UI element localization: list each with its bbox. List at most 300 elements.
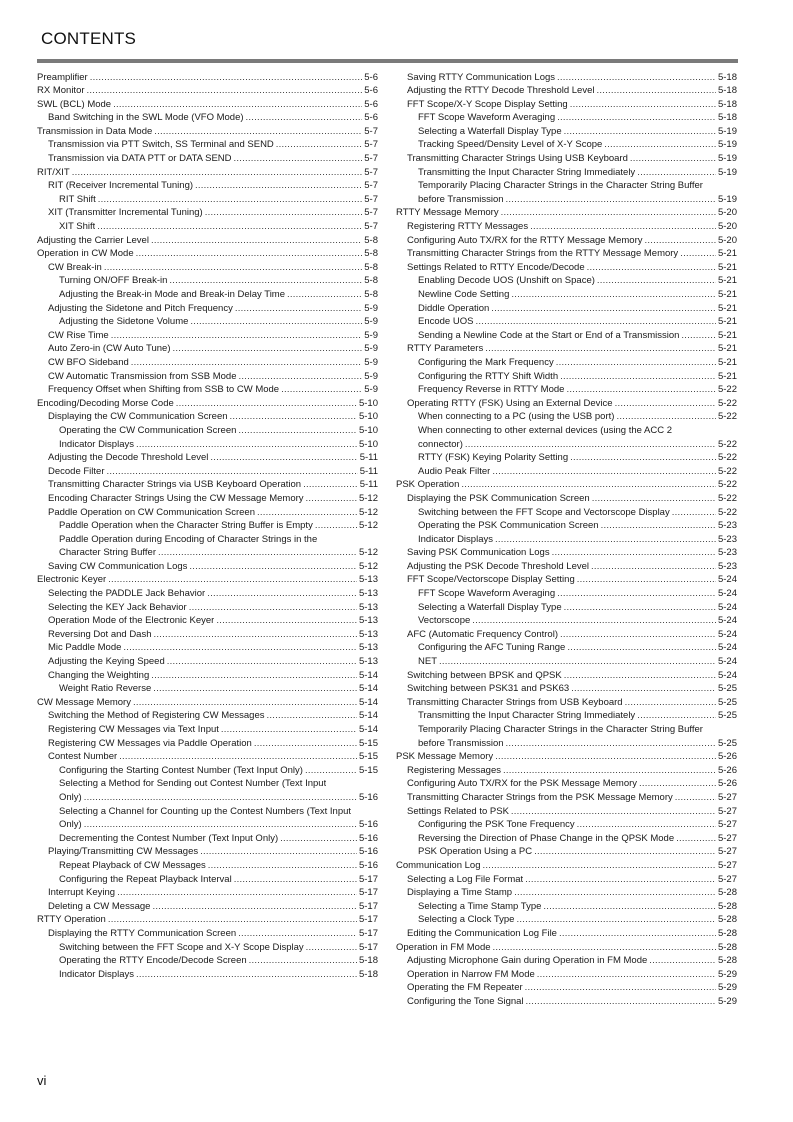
- toc-entry[interactable]: [396, 478, 737, 492]
- toc-entry-title: Reversing the Direction of Phase Change in the QPSK Mode: [418, 832, 675, 844]
- toc-entry[interactable]: [396, 220, 737, 234]
- toc-entry[interactable]: [37, 220, 378, 234]
- toc-entry[interactable]: [37, 859, 378, 873]
- toc-dot-leader: [98, 193, 362, 207]
- toc-dot-leader: [525, 873, 716, 887]
- toc-dot-leader: [439, 655, 716, 669]
- toc-entry[interactable]: [37, 288, 378, 302]
- toc-dot-leader: [173, 342, 363, 356]
- toc-entry[interactable]: [396, 709, 737, 723]
- toc-entry[interactable]: [37, 424, 378, 438]
- toc-entry[interactable]: [37, 519, 378, 533]
- toc-dot-leader: [158, 546, 357, 560]
- toc-entry-title: Only): [59, 791, 82, 803]
- toc-entry-title: Diddle Operation: [418, 302, 490, 314]
- toc-entry[interactable]: [396, 723, 737, 737]
- toc-entry-title: Adjusting the Carrier Level: [37, 234, 149, 246]
- toc-entry[interactable]: [37, 573, 378, 587]
- toc-entry[interactable]: [396, 84, 737, 98]
- toc-entry-title: Displaying a Time Stamp: [407, 887, 513, 899]
- toc-entry[interactable]: [37, 913, 378, 927]
- toc-entry[interactable]: [396, 777, 737, 791]
- toc-dot-leader: [107, 465, 358, 479]
- toc-entry[interactable]: [396, 356, 737, 370]
- toc-entry[interactable]: [396, 465, 737, 479]
- toc-entry-title: AFC (Automatic Frequency Control): [407, 628, 558, 640]
- toc-entry-page: 5-24: [717, 615, 737, 627]
- toc-entry-page: 5-10: [358, 424, 378, 436]
- toc-entry[interactable]: [37, 900, 378, 914]
- toc-entry[interactable]: [396, 383, 737, 397]
- toc-dot-leader: [190, 315, 362, 329]
- toc-entry[interactable]: [37, 723, 378, 737]
- toc-entry[interactable]: [396, 193, 737, 207]
- toc-entry[interactable]: [396, 995, 737, 1009]
- toc-entry[interactable]: [396, 941, 737, 955]
- toc-dot-leader: [472, 614, 716, 628]
- toc-entry-page: 5-21: [717, 261, 737, 273]
- toc-entry-title: When connecting to a PC (using the USB port): [418, 411, 615, 423]
- toc-entry[interactable]: [37, 968, 378, 982]
- toc-dot-leader: [567, 641, 716, 655]
- toc-entry[interactable]: [37, 125, 378, 139]
- toc-entry[interactable]: [396, 138, 737, 152]
- toc-dot-leader: [511, 805, 716, 819]
- toc-dot-leader: [564, 125, 716, 139]
- toc-entry[interactable]: [37, 247, 378, 261]
- toc-entry-title: Paddle Operation during Encoding of Character Strings in the: [59, 533, 318, 545]
- toc-entry[interactable]: [396, 805, 737, 819]
- toc-entry[interactable]: [396, 342, 737, 356]
- toc-dot-leader: [151, 234, 362, 248]
- toc-dot-leader: [84, 791, 357, 805]
- toc-entry[interactable]: [37, 356, 378, 370]
- toc-entry[interactable]: [37, 655, 378, 669]
- toc-dot-leader: [491, 302, 716, 316]
- toc-entry-page: 5-23: [717, 560, 737, 572]
- toc-entry-title: Saving PSK Communication Logs: [407, 547, 550, 559]
- toc-dot-leader: [315, 519, 357, 533]
- toc-entry[interactable]: [396, 845, 737, 859]
- toc-entry-title: RIT (Receiver Incremental Tuning): [48, 180, 194, 192]
- toc-dot-leader: [592, 492, 716, 506]
- toc-entry[interactable]: [396, 438, 737, 452]
- toc-dot-leader: [483, 859, 716, 873]
- toc-entry-title: Frequency Reverse in RTTY Mode: [418, 384, 565, 396]
- toc-entry-title: Switching between PSK31 and PSK63: [407, 683, 570, 695]
- toc-dot-leader: [97, 220, 362, 234]
- toc-entry-title: Saving CW Communication Logs: [48, 560, 188, 572]
- toc-entry-title: Switching between BPSK and QPSK: [407, 669, 562, 681]
- toc-entry-title: Operating the RTTY Encode/Decode Screen: [59, 955, 247, 967]
- toc-dot-leader: [501, 206, 716, 220]
- toc-dot-leader: [604, 138, 716, 152]
- toc-entry-title: RIT/XIT: [37, 166, 70, 178]
- toc-entry-page: 5-22: [717, 479, 737, 491]
- toc-entry-page: 5-22: [717, 506, 737, 518]
- toc-entry[interactable]: [396, 546, 737, 560]
- toc-entry-page: 5-22: [717, 492, 737, 504]
- toc-entry-title: Character String Buffer: [59, 547, 156, 559]
- toc-entry[interactable]: [37, 886, 378, 900]
- toc-entry-title: RTTY (FSK) Keying Polarity Setting: [418, 452, 569, 464]
- toc-entry[interactable]: [396, 179, 737, 193]
- toc-entry-page: 5-14: [358, 669, 378, 681]
- toc-entry-title: RTTY Parameters: [407, 343, 484, 355]
- toc-entry-page: 5-20: [717, 234, 737, 246]
- toc-dot-leader: [235, 302, 362, 316]
- toc-entry-page: 5-18: [717, 98, 737, 110]
- toc-entry[interactable]: [37, 234, 378, 248]
- toc-entry[interactable]: [37, 329, 378, 343]
- toc-dot-leader: [560, 628, 716, 642]
- toc-entry[interactable]: [37, 492, 378, 506]
- toc-dot-leader: [637, 709, 716, 723]
- toc-entry[interactable]: [396, 247, 737, 261]
- toc-dot-leader: [601, 519, 716, 533]
- toc-dot-leader: [90, 71, 363, 85]
- toc-entry-page: 5-22: [717, 438, 737, 450]
- toc-entry[interactable]: [37, 805, 378, 819]
- toc-entry[interactable]: [396, 234, 737, 248]
- toc-entry-page: 5-26: [717, 778, 737, 790]
- toc-entry-page: 5-27: [717, 846, 737, 858]
- toc-entry-page: 5-28: [717, 887, 737, 899]
- toc-entry-title: Operation in CW Mode: [37, 248, 134, 260]
- toc-dot-leader: [556, 356, 716, 370]
- toc-dot-leader: [597, 274, 716, 288]
- toc-entry-title: Encode UOS: [418, 316, 474, 328]
- toc-entry[interactable]: [396, 424, 737, 438]
- toc-entry-page: 5-13: [358, 615, 378, 627]
- toc-entry-page: 5-28: [717, 914, 737, 926]
- toc-entry-page: 5-21: [717, 370, 737, 382]
- toc-entry-page: 5-9: [364, 370, 378, 382]
- toc-entry[interactable]: [396, 370, 737, 384]
- toc-entry[interactable]: [396, 125, 737, 139]
- toc-entry[interactable]: [37, 873, 378, 887]
- toc-entry[interactable]: [396, 71, 737, 85]
- toc-entry[interactable]: [396, 451, 737, 465]
- toc-entry[interactable]: [396, 587, 737, 601]
- toc-entry-page: 5-23: [717, 520, 737, 532]
- toc-dot-leader: [254, 737, 357, 751]
- toc-entry-page: 5-24: [717, 628, 737, 640]
- toc-entry-title: CW Message Memory: [37, 696, 131, 708]
- toc-entry[interactable]: [37, 179, 378, 193]
- toc-entry-page: 5-24: [717, 642, 737, 654]
- toc-entry[interactable]: [37, 614, 378, 628]
- toc-entry[interactable]: [37, 587, 378, 601]
- toc-entry-page: 5-25: [717, 683, 737, 695]
- toc-entry-title: Enabling Decode UOS (Unshift on Space): [418, 275, 595, 287]
- toc-entry-title: Configuring the Starting Contest Number (Text Input Only): [59, 764, 303, 776]
- toc-entry-page: 5-9: [364, 329, 378, 341]
- toc-entry[interactable]: [396, 410, 737, 424]
- toc-entry[interactable]: [37, 261, 378, 275]
- toc-entry[interactable]: [37, 111, 378, 125]
- toc-entry[interactable]: [37, 383, 378, 397]
- toc-entry-title: FFT Scope/X-Y Scope Display Setting: [407, 98, 568, 110]
- toc-dot-leader: [560, 370, 716, 384]
- toc-entry-page: 5-15: [358, 751, 378, 763]
- toc-entry-page: 5-8: [364, 261, 378, 273]
- toc-entry-title: Displaying the PSK Communication Screen: [407, 492, 590, 504]
- toc-entry-page: 5-14: [358, 710, 378, 722]
- toc-entry[interactable]: [396, 655, 737, 669]
- toc-entry[interactable]: [396, 859, 737, 873]
- toc-entry[interactable]: [396, 791, 737, 805]
- toc-entry-title: XIT Shift: [59, 221, 96, 233]
- toc-entry[interactable]: [396, 641, 737, 655]
- toc-entry[interactable]: [396, 696, 737, 710]
- toc-entry[interactable]: [37, 777, 378, 791]
- toc-entry-title: Sending a Newline Code at the Start or End of a Transmission: [418, 329, 680, 341]
- toc-dot-leader: [526, 995, 716, 1009]
- toc-entry-page: 5-17: [358, 914, 378, 926]
- toc-dot-leader: [87, 84, 363, 98]
- toc-entry-page: 5-7: [364, 125, 378, 137]
- toc-entry[interactable]: [396, 560, 737, 574]
- toc-entry[interactable]: [37, 764, 378, 778]
- toc-dot-leader: [303, 478, 358, 492]
- toc-entry[interactable]: [37, 791, 378, 805]
- toc-entry-page: 5-20: [717, 221, 737, 233]
- toc-entry-title: Adjusting the Keying Speed: [48, 656, 165, 668]
- toc-entry[interactable]: [37, 166, 378, 180]
- toc-entry[interactable]: [396, 900, 737, 914]
- toc-entry[interactable]: [396, 261, 737, 275]
- toc-entry[interactable]: [396, 832, 737, 846]
- toc-dot-leader: [205, 206, 363, 220]
- toc-entry-title: Encoding/Decoding Morse Code: [37, 397, 174, 409]
- toc-dot-leader: [234, 152, 363, 166]
- toc-entry-page: 5-16: [358, 819, 378, 831]
- toc-entry[interactable]: [396, 682, 737, 696]
- toc-entry[interactable]: [396, 628, 737, 642]
- toc-entry-page: 5-18: [717, 112, 737, 124]
- toc-entry[interactable]: [37, 506, 378, 520]
- toc-left-column: [37, 71, 378, 982]
- toc-entry[interactable]: [396, 669, 737, 683]
- toc-entry-title: Switching between the FFT Scope and Vectorscope Display: [418, 506, 670, 518]
- toc-entry-title: Communication Log: [396, 859, 481, 871]
- toc-entry[interactable]: [37, 669, 378, 683]
- toc-entry[interactable]: [37, 193, 378, 207]
- toc-dot-leader: [200, 845, 357, 859]
- toc-entry-title: Selecting the KEY Jack Behavior: [48, 601, 187, 613]
- toc-entry[interactable]: [396, 954, 737, 968]
- toc-entry[interactable]: [37, 546, 378, 560]
- toc-entry[interactable]: [396, 397, 737, 411]
- toc-entry-title: Adjusting the RTTY Decode Threshold Level: [407, 85, 595, 97]
- toc-entry[interactable]: [396, 206, 737, 220]
- toc-entry-page: 5-19: [717, 139, 737, 151]
- toc-dot-leader: [249, 954, 357, 968]
- toc-entry-title: Band Switching in the SWL Mode (VFO Mode): [48, 112, 244, 124]
- toc-entry-title: before Transmission: [418, 193, 504, 205]
- toc-entry[interactable]: [396, 614, 737, 628]
- toc-entry[interactable]: [396, 750, 737, 764]
- toc-entry[interactable]: [396, 329, 737, 343]
- toc-entry-page: 5-12: [358, 520, 378, 532]
- toc-entry-title: Selecting a Time Stamp Type: [418, 900, 542, 912]
- toc-entry[interactable]: [37, 696, 378, 710]
- toc-entry[interactable]: [37, 750, 378, 764]
- toc-dot-leader: [571, 682, 716, 696]
- toc-dot-leader: [680, 247, 716, 261]
- toc-entry[interactable]: [37, 342, 378, 356]
- toc-entry[interactable]: [37, 818, 378, 832]
- toc-entry[interactable]: [396, 98, 737, 112]
- toc-dot-leader: [514, 886, 716, 900]
- toc-entry[interactable]: [396, 111, 737, 125]
- toc-entry[interactable]: [37, 845, 378, 859]
- toc-dot-leader: [195, 179, 362, 193]
- toc-entry[interactable]: [37, 560, 378, 574]
- toc-entry[interactable]: [37, 682, 378, 696]
- toc-entry-title: Selecting the PADDLE Jack Behavior: [48, 588, 206, 600]
- toc-entry-title: Selecting a Waterfall Display Type: [418, 125, 562, 137]
- toc-entry-page: 5-25: [717, 710, 737, 722]
- toc-entry-page: 5-10: [358, 397, 378, 409]
- toc-entry[interactable]: [37, 302, 378, 316]
- toc-entry-page: 5-29: [717, 982, 737, 994]
- toc-dot-leader: [154, 125, 362, 139]
- toc-entry-page: 5-22: [717, 411, 737, 423]
- toc-entry[interactable]: [37, 601, 378, 615]
- toc-entry[interactable]: [37, 84, 378, 98]
- toc-entry[interactable]: [396, 288, 737, 302]
- toc-entry[interactable]: [37, 451, 378, 465]
- toc-entry[interactable]: [396, 886, 737, 900]
- toc-entry[interactable]: [396, 601, 737, 615]
- toc-entry-page: 5-25: [717, 696, 737, 708]
- toc-dot-leader: [104, 261, 362, 275]
- toc-entry[interactable]: [396, 737, 737, 751]
- toc-dot-leader: [615, 397, 716, 411]
- toc-entry[interactable]: [37, 832, 378, 846]
- toc-entry-title: Saving RTTY Communication Logs: [407, 71, 556, 83]
- toc-entry-page: 5-6: [364, 112, 378, 124]
- toc-dot-leader: [465, 438, 716, 452]
- toc-entry-page: 5-6: [364, 71, 378, 83]
- toc-entry-page: 5-18: [717, 85, 737, 97]
- toc-entry[interactable]: [37, 628, 378, 642]
- toc-dot-leader: [176, 397, 357, 411]
- toc-entry-title: connector): [418, 438, 463, 450]
- toc-entry[interactable]: [37, 152, 378, 166]
- toc-entry[interactable]: [396, 274, 737, 288]
- toc-entry-page: 5-17: [358, 887, 378, 899]
- toc-entry-page: 5-14: [358, 683, 378, 695]
- toc-entry-page: 5-18: [717, 71, 737, 83]
- toc-entry[interactable]: [396, 519, 737, 533]
- toc-entry[interactable]: [37, 927, 378, 941]
- toc-entry[interactable]: [37, 397, 378, 411]
- toc-entry[interactable]: [396, 981, 737, 995]
- toc-entry-title: Auto Zero-in (CW Auto Tune): [48, 343, 171, 355]
- toc-entry[interactable]: [396, 492, 737, 506]
- toc-entry[interactable]: [37, 98, 378, 112]
- toc-entry[interactable]: [37, 954, 378, 968]
- toc-entry-title: Configuring the Repeat Playback Interval: [59, 873, 232, 885]
- toc-entry-page: 5-16: [358, 832, 378, 844]
- toc-entry-page: 5-26: [717, 764, 737, 776]
- toc-entry[interactable]: [37, 478, 378, 492]
- toc-entry[interactable]: [396, 818, 737, 832]
- toc-dot-leader: [493, 941, 716, 955]
- toc-dot-leader: [516, 913, 716, 927]
- toc-dot-leader: [591, 560, 716, 574]
- toc-entry[interactable]: [37, 709, 378, 723]
- toc-entry[interactable]: [396, 913, 737, 927]
- toc-entry[interactable]: [396, 315, 737, 329]
- toc-entry-title: Configuring the AFC Tuning Range: [418, 642, 566, 654]
- toc-dot-leader: [280, 832, 357, 846]
- toc-entry[interactable]: [37, 315, 378, 329]
- toc-entry-title: Contest Number: [48, 751, 118, 763]
- toc-entry-page: 5-27: [717, 859, 737, 871]
- toc-entry-page: 5-27: [717, 791, 737, 803]
- toc-entry[interactable]: [396, 302, 737, 316]
- toc-entry[interactable]: [37, 206, 378, 220]
- toc-entry-page: 5-8: [364, 234, 378, 246]
- toc-entry[interactable]: [37, 138, 378, 152]
- toc-entry[interactable]: [37, 274, 378, 288]
- toc-entry[interactable]: [396, 573, 737, 587]
- toc-entry-page: 5-24: [717, 601, 737, 613]
- toc-entry-page: 5-13: [358, 574, 378, 586]
- toc-entry[interactable]: [396, 506, 737, 520]
- toc-entry[interactable]: [37, 465, 378, 479]
- toc-entry-title: Configuring the Mark Frequency: [418, 356, 554, 368]
- toc-entry[interactable]: [396, 873, 737, 887]
- toc-entry[interactable]: [37, 71, 378, 85]
- toc-entry-page: 5-28: [717, 900, 737, 912]
- header-rule: [37, 59, 738, 63]
- toc-entry-page: 5-24: [717, 574, 737, 586]
- toc-right-column: [396, 71, 737, 1009]
- toc-entry[interactable]: [37, 641, 378, 655]
- toc-entry[interactable]: [37, 941, 378, 955]
- toc-entry[interactable]: [37, 737, 378, 751]
- toc-entry[interactable]: [396, 968, 737, 982]
- toc-dot-leader: [189, 601, 357, 615]
- toc-entry-page: 5-8: [364, 289, 378, 300]
- toc-entry[interactable]: [396, 533, 737, 547]
- toc-entry[interactable]: [396, 152, 737, 166]
- toc-entry[interactable]: [396, 927, 737, 941]
- toc-entry[interactable]: [37, 533, 378, 547]
- toc-entry[interactable]: [37, 438, 378, 452]
- toc-dot-leader: [123, 641, 357, 655]
- toc-entry-page: 5-22: [717, 384, 737, 396]
- toc-dot-leader: [133, 696, 357, 710]
- toc-entry[interactable]: [396, 166, 737, 180]
- toc-entry-page: 5-19: [717, 153, 737, 165]
- toc-entry-title: Configuring the Tone Signal: [407, 995, 524, 1007]
- toc-dot-leader: [564, 669, 716, 683]
- toc-entry[interactable]: [37, 370, 378, 384]
- toc-entry[interactable]: [396, 764, 737, 778]
- toc-dot-leader: [276, 138, 362, 152]
- toc-entry-title: Tracking Speed/Density Level of X-Y Scope: [418, 139, 603, 151]
- toc-entry-title: Adjusting the Sidetone Volume: [59, 316, 189, 328]
- toc-entry-page: 5-17: [358, 927, 378, 939]
- toc-entry-title: Preamplifier: [37, 71, 88, 83]
- toc-entry[interactable]: [37, 410, 378, 424]
